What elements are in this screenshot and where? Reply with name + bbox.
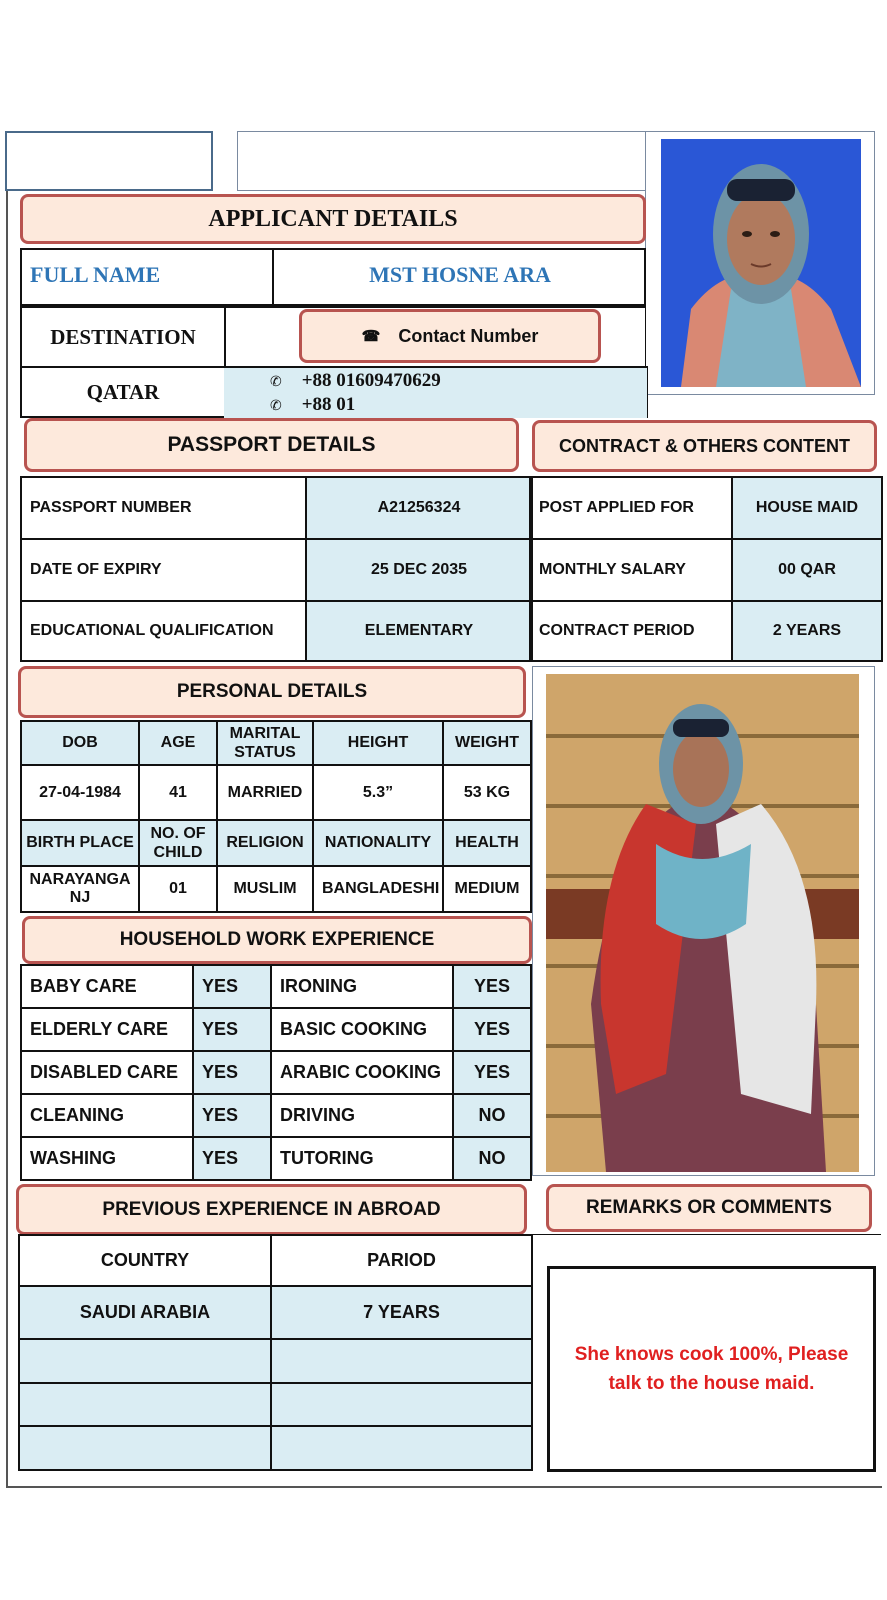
abroad-row: [19, 1383, 532, 1426]
contract-header: [532, 420, 877, 472]
ref-box-middle: [237, 131, 647, 191]
contract-period-label: CONTRACT PERIOD: [530, 601, 732, 661]
phone-2: +88 01: [301, 394, 356, 415]
height-header: HEIGHT: [313, 721, 443, 765]
abroad-row: [19, 1286, 532, 1339]
weight-header: WEIGHT: [443, 721, 531, 765]
dob-value: 27-04-1984: [21, 765, 139, 820]
household-row: [21, 1094, 531, 1137]
passport-photo: [661, 139, 861, 387]
dob-header: DOB: [21, 721, 139, 765]
applicant-details-header: [20, 194, 646, 244]
birthplace-value: NARAYANGANJ: [29, 870, 131, 906]
abroad-row: [19, 1339, 532, 1383]
phone-handset-icon: ✆: [270, 397, 282, 413]
passport-table: [20, 476, 533, 662]
salary-value: 00 QAR: [732, 539, 882, 601]
skill-value: YES: [453, 965, 531, 1008]
post-value: HOUSE MAID: [732, 477, 882, 539]
marital-value: MARRIED: [217, 765, 313, 820]
contract-title: CONTRACT & OTHERS CONTENT: [559, 435, 850, 456]
abroad-row: [19, 1426, 532, 1470]
phone-handset-icon: ✆: [270, 373, 282, 389]
skill-value: NO: [453, 1137, 531, 1180]
religion-value: MUSLIM: [217, 866, 313, 912]
full-name-value: MST HOSNE ARA: [369, 262, 551, 287]
applicant-details-title: APPLICANT DETAILS: [208, 205, 458, 232]
religion-header: RELIGION: [217, 820, 313, 866]
skill-label: BABY CARE: [21, 965, 193, 1008]
skill-label: TUTORING: [271, 1137, 453, 1180]
household-row: [21, 1008, 531, 1051]
skill-label: CLEANING: [21, 1094, 193, 1137]
abroad-title: PREVIOUS EXPERIENCE IN ABROAD: [102, 1198, 441, 1220]
skill-value: NO: [453, 1094, 531, 1137]
personal-table: [20, 720, 532, 913]
health-value: MEDIUM: [443, 866, 531, 912]
birthplace-value-cell: [21, 866, 139, 912]
remarks-box: [547, 1266, 876, 1472]
personal-details-title: PERSONAL DETAILS: [176, 681, 368, 702]
marital-header: MARITAL STATUS: [217, 721, 313, 765]
abroad-period: 7 YEARS: [271, 1286, 532, 1339]
skill-label: WASHING: [21, 1137, 193, 1180]
remarks-title: REMARKS OR COMMENTS: [586, 1197, 832, 1218]
age-value: 41: [139, 765, 217, 820]
household-row: [21, 1051, 531, 1094]
expiry-label: DATE OF EXPIRY: [21, 539, 306, 601]
salary-label: MONTHLY SALARY: [530, 539, 732, 601]
household-row: [21, 965, 531, 1008]
education-value: ELEMENTARY: [306, 601, 532, 661]
passport-details-header: [24, 418, 519, 472]
contact-number-label: Contact Number: [398, 325, 539, 346]
full-name-label: FULL NAME: [30, 262, 161, 287]
skill-label: ELDERLY CARE: [21, 1008, 193, 1051]
skill-value: YES: [453, 1008, 531, 1051]
post-label: POST APPLIED FOR: [530, 477, 732, 539]
skill-value: YES: [193, 1137, 271, 1180]
destination-value: QATAR: [86, 379, 160, 404]
age-header: AGE: [139, 721, 217, 765]
remarks-text: She knows cook 100%, Please talk to the house maid.: [574, 1343, 849, 1394]
skill-label: IRONING: [271, 965, 453, 1008]
skill-value: YES: [193, 965, 271, 1008]
ref-box-left: [5, 131, 213, 191]
skill-label: DRIVING: [271, 1094, 453, 1137]
household-table: [20, 964, 532, 1181]
phone-1: +88 01609470629: [301, 370, 441, 391]
contract-period-value: 2 YEARS: [732, 601, 882, 661]
abroad-period: [271, 1339, 532, 1383]
abroad-country: [19, 1383, 271, 1426]
height-value: 5.3”: [313, 765, 443, 820]
household-header: [22, 916, 532, 964]
skill-value: YES: [193, 1051, 271, 1094]
phone-line-1: [270, 370, 441, 392]
health-header: HEALTH: [443, 820, 531, 866]
skill-value: YES: [453, 1051, 531, 1094]
phone-line-2: [270, 394, 355, 416]
destination-label-cell: [20, 306, 226, 368]
household-row: [21, 1137, 531, 1180]
abroad-country: [19, 1426, 271, 1470]
abroad-period: [271, 1426, 532, 1470]
skill-label: BASIC COOKING: [271, 1008, 453, 1051]
children-header: NO. OF CHILD: [139, 820, 217, 866]
abroad-country: SAUDI ARABIA: [19, 1286, 271, 1339]
contract-table: [529, 476, 883, 662]
destination-value-cell: [20, 366, 226, 418]
destination-label: DESTINATION: [50, 324, 196, 349]
passport-number-label: PASSPORT NUMBER: [21, 477, 306, 539]
abroad-country: [19, 1339, 271, 1383]
telephone-icon: ☎: [361, 328, 381, 345]
abroad-period: [271, 1383, 532, 1426]
children-value: 01: [139, 866, 217, 912]
contact-number-header: [299, 309, 601, 363]
period-column-header: PARIOD: [271, 1235, 532, 1286]
abroad-header: [16, 1184, 527, 1235]
nationality-value: BANGLADESHI: [313, 866, 443, 912]
skill-label: ARABIC COOKING: [271, 1051, 453, 1094]
personal-details-header: [18, 666, 526, 718]
birthplace-header: BIRTH PLACE: [21, 820, 139, 866]
household-title: HOUSEHOLD WORK EXPERIENCE: [119, 929, 435, 950]
skill-value: YES: [193, 1094, 271, 1137]
expiry-value: 25 DEC 2035: [306, 539, 532, 601]
abroad-table: [18, 1234, 533, 1471]
skill-value: YES: [193, 1008, 271, 1051]
weight-value: 53 KG: [443, 765, 531, 820]
passport-number-value: A21256324: [306, 477, 532, 539]
remarks-area-line: [531, 1234, 881, 1235]
skill-label: DISABLED CARE: [21, 1051, 193, 1094]
nationality-header: NATIONALITY: [313, 820, 443, 866]
country-column-header: COUNTRY: [19, 1235, 271, 1286]
passport-details-title: PASSPORT DETAILS: [167, 433, 376, 456]
remarks-header: [546, 1184, 872, 1232]
full-body-photo: [546, 674, 859, 1172]
education-label: EDUCATIONAL QUALIFICATION: [21, 601, 306, 661]
